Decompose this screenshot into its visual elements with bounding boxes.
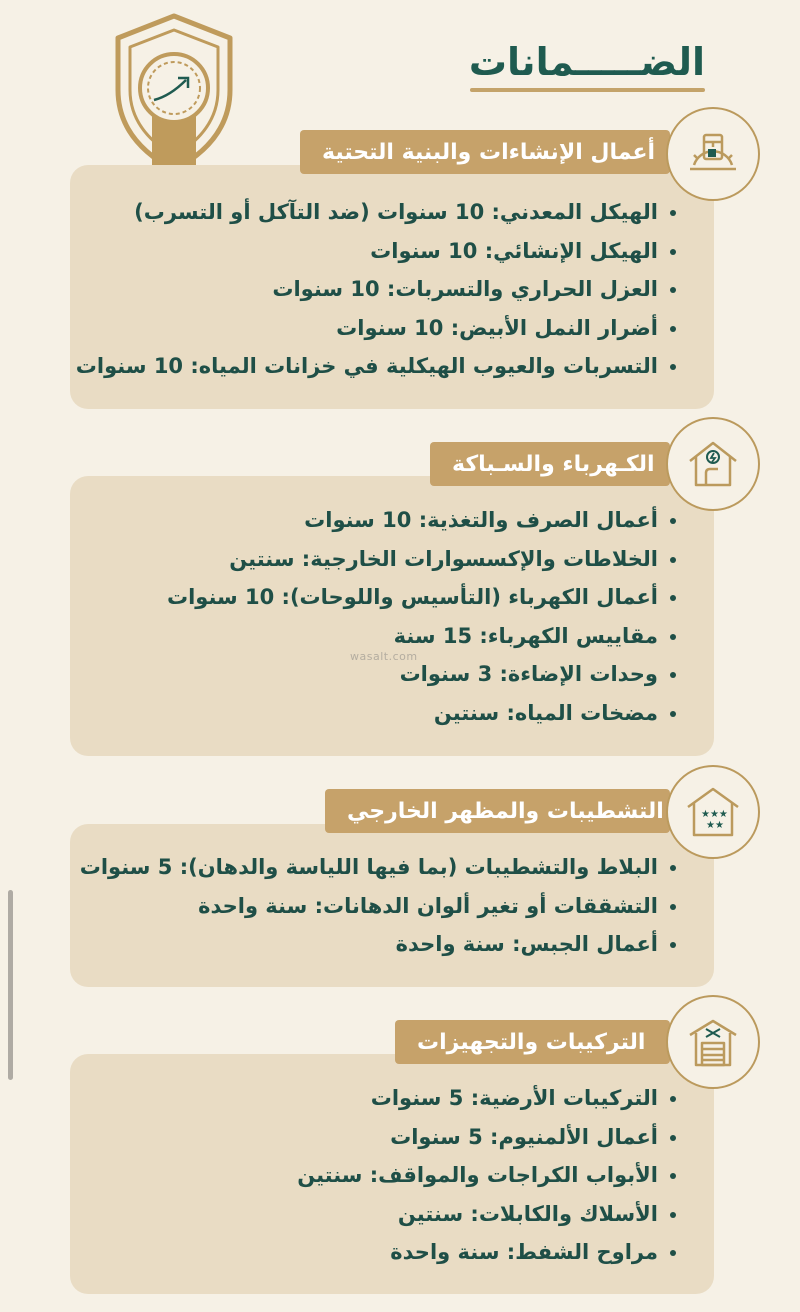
section-card-finishing xyxy=(70,824,714,987)
list-item: البلاط والتشطيبات (بما فيها اللياسة والدهان): 5 سنوات xyxy=(70,848,714,887)
warranty-badge-icon xyxy=(112,12,236,184)
list-item: أضرار النمل الأبيض: 10 سنوات xyxy=(70,309,714,348)
house-stars-icon xyxy=(666,765,760,859)
section-header-construction xyxy=(300,130,670,174)
section-card-installations xyxy=(70,1054,714,1294)
house-electric-icon xyxy=(666,417,760,511)
list-item: أعمال الكهرباء (التأسيس واللوحات): 10 سنوات xyxy=(70,578,714,617)
list-item: مقاييس الكهرباء: 15 سنة xyxy=(70,617,714,656)
list-item: وحدات الإضاءة: 3 سنوات xyxy=(70,655,714,694)
section-title: التشطيبات والمظهر الخارجي xyxy=(347,798,664,824)
gear-structure-icon xyxy=(666,107,760,201)
finishing-items xyxy=(70,848,714,964)
list-item: العزل الحراري والتسربات: 10 سنوات xyxy=(70,270,714,309)
construction-items xyxy=(70,193,714,386)
section-title: التركيبات والتجهيزات xyxy=(417,1029,646,1055)
section-card-electric-plumbing xyxy=(70,476,714,756)
list-item: التركيبات الأرضية: 5 سنوات xyxy=(70,1079,714,1118)
list-item: التسربات والعيوب الهيكلية في خزانات المياه: 10 سنوات xyxy=(70,347,714,386)
list-item: مضخات المياه: سنتين xyxy=(70,694,714,733)
list-item: الهيكل المعدني: 10 سنوات (ضد التآكل أو التسرب) xyxy=(70,193,714,232)
installations-items xyxy=(70,1079,714,1272)
svg-text:★★★: ★★★ xyxy=(701,809,728,820)
section-header-finishing xyxy=(325,789,670,833)
list-item: أعمال الجبس: سنة واحدة xyxy=(70,925,714,964)
section-title: أعمال الإنشاءات والبنية التحتية xyxy=(322,139,656,165)
section-title: الكـهرباء والسـباكة xyxy=(452,451,655,477)
list-item: الخلاطات والإكسسوارات الخارجية: سنتين xyxy=(70,540,714,579)
section-card-construction xyxy=(70,165,714,409)
list-item: التشققات أو تغير ألوان الدهانات: سنة واحدة xyxy=(70,887,714,926)
garage-tools-icon xyxy=(666,995,760,1089)
list-item: أعمال الصرف والتغذية: 10 سنوات xyxy=(70,501,714,540)
page-title: الضـــــمانات xyxy=(468,40,705,84)
list-item: الأبواب الكراجات والمواقف: سنتين xyxy=(70,1156,714,1195)
section-header-electric-plumbing xyxy=(430,442,670,486)
list-item: مراوح الشفط: سنة واحدة xyxy=(70,1233,714,1272)
list-item: الأسلاك والكابلات: سنتين xyxy=(70,1195,714,1234)
scrollbar[interactable] xyxy=(8,890,13,1080)
list-item: الهيكل الإنشائي: 10 سنوات xyxy=(70,232,714,271)
section-header-installations xyxy=(395,1020,670,1064)
electric-plumbing-items xyxy=(70,501,714,732)
title-underline xyxy=(470,88,705,92)
svg-text:★★: ★★ xyxy=(706,820,724,831)
watermark: wasalt.com xyxy=(350,650,418,663)
list-item: أعمال الألمنيوم: 5 سنوات xyxy=(70,1118,714,1157)
